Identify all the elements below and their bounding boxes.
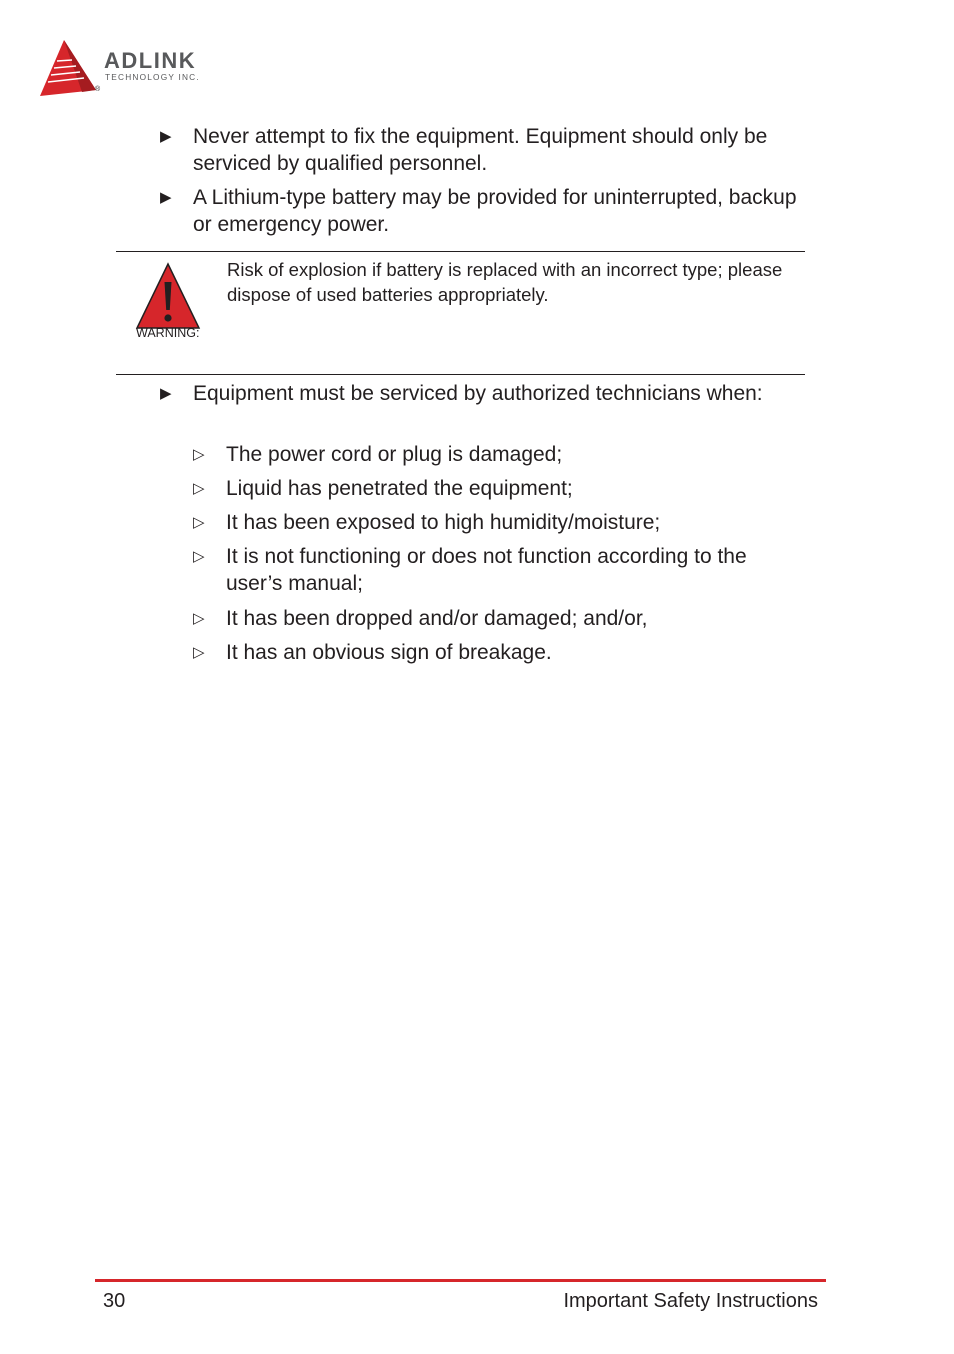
warning-top-divider [116, 251, 805, 252]
sub-bullet-arrow-icon: ▷ [193, 610, 205, 627]
list-item-text: Equipment must be serviced by authorized technicians when: [193, 382, 763, 405]
list-item [160, 380, 800, 407]
sub-list-item-text: It has been exposed to high humidity/moisture; [226, 511, 661, 534]
logo-subtitle: TECHNOLOGY INC. [105, 72, 200, 82]
list-item [160, 123, 800, 177]
sub-list-item [193, 509, 803, 536]
sub-list-item-text: It is not functioning or does not function according to the user’s manual; [226, 545, 747, 595]
sub-list-item-text: It has been dropped and/or damaged; and/or, [226, 607, 648, 630]
footer-section-title: Important Safety Instructions [563, 1290, 818, 1312]
sub-bullet-arrow-icon: ▷ [193, 514, 205, 531]
warning-label: WARNING: [136, 326, 200, 340]
bullet-arrow-icon: ▶ [160, 189, 172, 206]
warning-text: Risk of explosion if battery is replaced with an incorrect type; please dispose of used batteries appropriately. [227, 259, 783, 305]
bullet-arrow-icon: ▶ [160, 385, 172, 402]
bullet-arrow-icon: ▶ [160, 128, 172, 145]
list-item [160, 184, 800, 238]
logo-name: ADLINK [104, 48, 197, 73]
sub-list-item [193, 475, 803, 502]
warning-bottom-divider [116, 374, 805, 375]
list-item-text: A Lithium-type battery may be provided for uninterrupted, backup or emergency power. [193, 186, 797, 236]
sub-list-item-text: Liquid has penetrated the equipment; [226, 477, 573, 500]
company-logo [38, 38, 238, 100]
adlink-triangle-icon [38, 38, 102, 98]
sub-list-item [193, 441, 803, 468]
sub-bullet-arrow-icon: ▷ [193, 548, 205, 565]
sub-list-item-text: The power cord or plug is damaged; [226, 443, 563, 466]
page-number: 30 [103, 1290, 126, 1312]
sub-list-item-text: It has an obvious sign of breakage. [226, 641, 552, 664]
registered-mark: ® [95, 86, 101, 93]
sub-bullet-arrow-icon: ▷ [193, 644, 205, 661]
footer-divider [95, 1279, 826, 1282]
sub-list-item [193, 543, 803, 597]
sub-list-item [193, 639, 803, 666]
sub-bullet-arrow-icon: ▷ [193, 480, 205, 497]
sub-bullet-arrow-icon: ▷ [193, 446, 205, 463]
list-item-text: Never attempt to fix the equipment. Equipment should only be serviced by qualified personnel. [193, 125, 768, 175]
sub-list-item [193, 605, 803, 632]
